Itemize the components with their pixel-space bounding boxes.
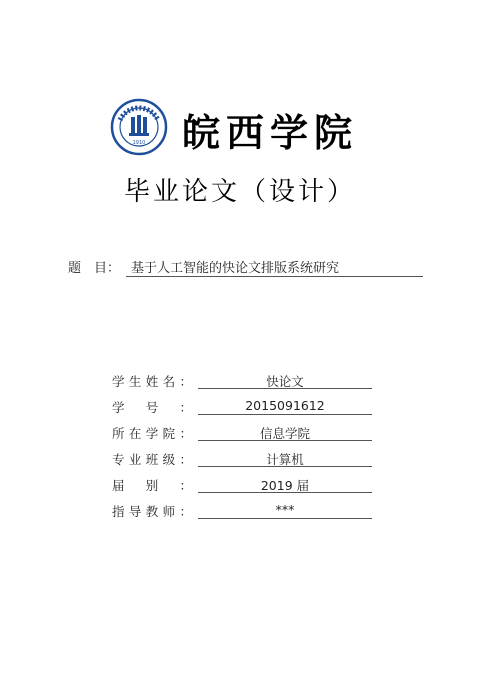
info-label-char: 业 — [128, 452, 142, 467]
info-value: 快论文 — [266, 374, 304, 389]
info-label-char: 院 — [162, 426, 176, 441]
info-label-char: 姓 — [145, 374, 159, 389]
info-value: *** — [275, 502, 295, 517]
info-label — [112, 450, 192, 468]
info-label-char: 别 — [145, 478, 159, 493]
info-label-char: 导 — [128, 504, 142, 519]
info-label-char: 届 — [112, 478, 125, 493]
info-value: 2015091612 — [245, 398, 325, 413]
info-value: 计算机 — [266, 452, 304, 467]
info-label — [112, 398, 192, 416]
info-label-char: ： — [179, 452, 192, 467]
info-label-char: 学 — [145, 426, 159, 441]
info-label-char: 名 — [162, 374, 176, 389]
info-underline — [198, 414, 372, 415]
info-row-graduation-year — [0, 476, 480, 502]
info-label-char: ： — [179, 426, 192, 441]
info-label-char: ： — [179, 504, 192, 519]
svg-text:1910: 1910 — [132, 140, 146, 146]
info-underline — [198, 518, 372, 519]
info-label-char: 所 — [112, 426, 125, 441]
info-label-char: 学 — [112, 374, 125, 389]
info-label-char: ： — [179, 400, 192, 415]
info-label-char: ： — [179, 478, 192, 493]
info-label — [112, 424, 192, 442]
info-underline — [198, 492, 372, 493]
info-label-char: ： — [179, 374, 192, 389]
school-name: 皖西学院 — [182, 110, 359, 155]
info-label — [112, 476, 192, 494]
topic-label: 题 目： — [68, 261, 121, 276]
info-underline — [198, 466, 372, 467]
info-row-student-id — [0, 398, 480, 424]
info-label — [112, 372, 192, 390]
info-label-char: 在 — [128, 426, 142, 441]
info-row-major-class — [0, 450, 480, 476]
info-label-char: 专 — [112, 452, 125, 467]
info-row-student-name — [0, 372, 480, 398]
info-underline — [198, 440, 372, 441]
info-label-char: 生 — [128, 374, 142, 389]
info-label-char: 学 — [112, 400, 125, 415]
info-label-char: 号 — [145, 400, 159, 415]
info-label — [112, 502, 192, 520]
info-label-char: 教 — [145, 504, 159, 519]
info-row-college — [0, 424, 480, 450]
info-value: 信息学院 — [259, 426, 310, 441]
info-label-char: 班 — [145, 452, 159, 467]
info-underline — [198, 388, 372, 389]
info-label-char: 师 — [162, 504, 176, 519]
info-value: 2019 届 — [260, 478, 310, 493]
topic-value: 基于人工智能的快论文排版系统研究 — [131, 261, 340, 276]
info-label-char: 指 — [112, 504, 125, 519]
info-label-char: 级 — [162, 452, 176, 467]
info-row-advisor — [0, 502, 480, 528]
document-title: 毕业论文（设计） — [123, 177, 356, 207]
